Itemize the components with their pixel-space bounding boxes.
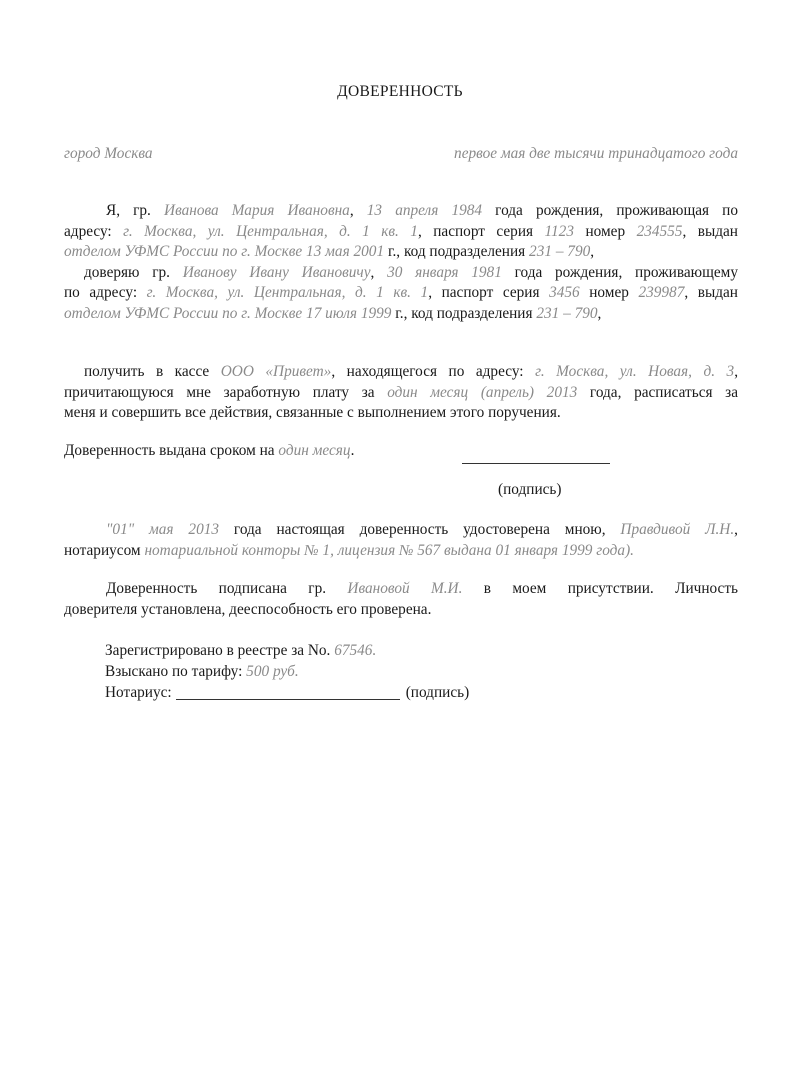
text: ,: [349, 202, 354, 219]
text: доверяю гр.: [84, 263, 170, 281]
principal-division-code: 231 – 790: [529, 243, 591, 260]
text: адресу:: [64, 222, 112, 240]
text: по адресу:: [64, 284, 138, 301]
authority-line-3: меня и совершить все действия, связанные с выполнением этого поручения.: [64, 404, 561, 421]
notary-signature-blank: [176, 699, 400, 700]
text: Доверенность выдана сроком на: [64, 442, 275, 459]
certification-line-2: [64, 541, 738, 562]
notary-signature-line: [105, 682, 469, 703]
agent-passport-number: 239987: [638, 284, 685, 301]
agent-line-3: [64, 304, 738, 325]
text: Я, гр.: [106, 202, 151, 219]
text: , паспорт серия: [417, 222, 534, 240]
text: в моем присутствии. Личность: [483, 580, 739, 597]
signed-name: Ивановой М.И.: [347, 580, 463, 597]
agent-line-1: [64, 263, 738, 284]
agent-issued-by: отделом УФМС России по г. Москве 17 июля 1999: [64, 304, 392, 322]
text: ,: [734, 363, 739, 380]
agent-birth-date: 30 января 1981: [387, 263, 502, 281]
text: года рождения, проживающему: [514, 263, 739, 281]
principal-signature-label: (подпись): [498, 481, 562, 498]
principal-paragraph: [64, 201, 738, 324]
text: , паспорт серия: [428, 284, 540, 301]
text: Нотариус:: [105, 684, 172, 701]
text: года настоящая доверенность удостоверена мною,: [233, 521, 606, 538]
city: город Москва: [64, 145, 153, 162]
signed-line-2: доверителя установлена, дееспособность его проверена.: [64, 600, 432, 618]
document-title: ДОВЕРЕННОСТЬ: [337, 83, 463, 100]
document-date: первое мая две тысячи тринадцатого года: [454, 145, 738, 162]
salary-period: один месяц (апрель) 2013: [387, 383, 578, 401]
signed-line-1: [64, 579, 738, 600]
term-duration: один месяц: [278, 442, 351, 459]
text: ,: [597, 304, 602, 322]
authority-line-2: [64, 383, 738, 404]
text: Доверенность подписана гр.: [106, 580, 327, 597]
signed-paragraph: [64, 579, 738, 620]
text: Зарегистрировано в реестре за No.: [105, 642, 331, 659]
authority-line-1: [64, 362, 738, 383]
registry-number: 67546.: [334, 642, 377, 659]
company-address: г. Москва, ул. Новая, д. 3: [535, 363, 735, 380]
principal-passport-series: 1123: [544, 222, 574, 240]
text: года, расписаться за: [589, 383, 739, 401]
text: ,: [734, 521, 738, 538]
text: .: [350, 442, 355, 459]
principal-issued-by: отделом УФМС России по г. Москве 13 мая 2001: [64, 243, 385, 260]
text: получить в кассе: [84, 363, 210, 380]
principal-passport-number: 234555: [636, 222, 683, 240]
text: г., код подразделения: [387, 243, 526, 260]
text: причитающуюся мне заработную плату за: [64, 383, 375, 401]
certification-line-1: [64, 520, 738, 541]
text: ,: [590, 243, 595, 260]
agent-division-code: 231 – 790: [536, 304, 598, 322]
term-paragraph: [64, 441, 738, 462]
company-name: ООО «Привет»: [220, 363, 332, 380]
agent-line-2: [64, 283, 738, 304]
authority-paragraph: [64, 362, 738, 424]
text: , находящегося по адресу:: [331, 363, 524, 380]
notary-signature-label: (подпись): [405, 684, 470, 701]
fee-line: [105, 661, 469, 682]
text: ,: [370, 263, 375, 281]
text: г., код подразделения: [395, 304, 533, 322]
agent-address: г. Москва, ул. Центральная, д. 1 кв. 1: [146, 284, 429, 301]
principal-birth-date: 13 апреля 1984: [366, 202, 483, 219]
registry-block: [105, 640, 469, 703]
principal-line-1: [64, 201, 738, 222]
agent-passport-series: 3456: [549, 284, 580, 301]
principal-line-3: [64, 242, 738, 263]
registry-line: [105, 640, 469, 661]
certification-date: "01" мая 2013: [106, 521, 220, 538]
text: номер: [585, 222, 626, 240]
notary-office: нотариальной конторы № 1, лицензия № 567 выдана 01 января 1999 года).: [144, 541, 634, 559]
principal-address: г. Москва, ул. Центральная, д. 1 кв. 1: [123, 222, 418, 240]
notary-name: Правдивой Л.Н.: [620, 521, 735, 538]
text: года рождения, проживающая по: [495, 202, 739, 219]
fee-amount: 500 руб.: [246, 663, 299, 680]
agent-name: Иванову Ивану Ивановичу: [182, 263, 371, 281]
text: Взыскано по тарифу:: [105, 663, 243, 680]
text: нотариусом: [64, 541, 141, 559]
principal-name: Иванова Мария Ивановна: [164, 202, 350, 219]
principal-line-2: [64, 222, 738, 243]
text: , выдан: [682, 222, 738, 240]
text: , выдан: [684, 284, 738, 301]
text: номер: [589, 284, 629, 301]
certification-paragraph: [64, 520, 738, 561]
principal-signature-line: [462, 463, 610, 464]
